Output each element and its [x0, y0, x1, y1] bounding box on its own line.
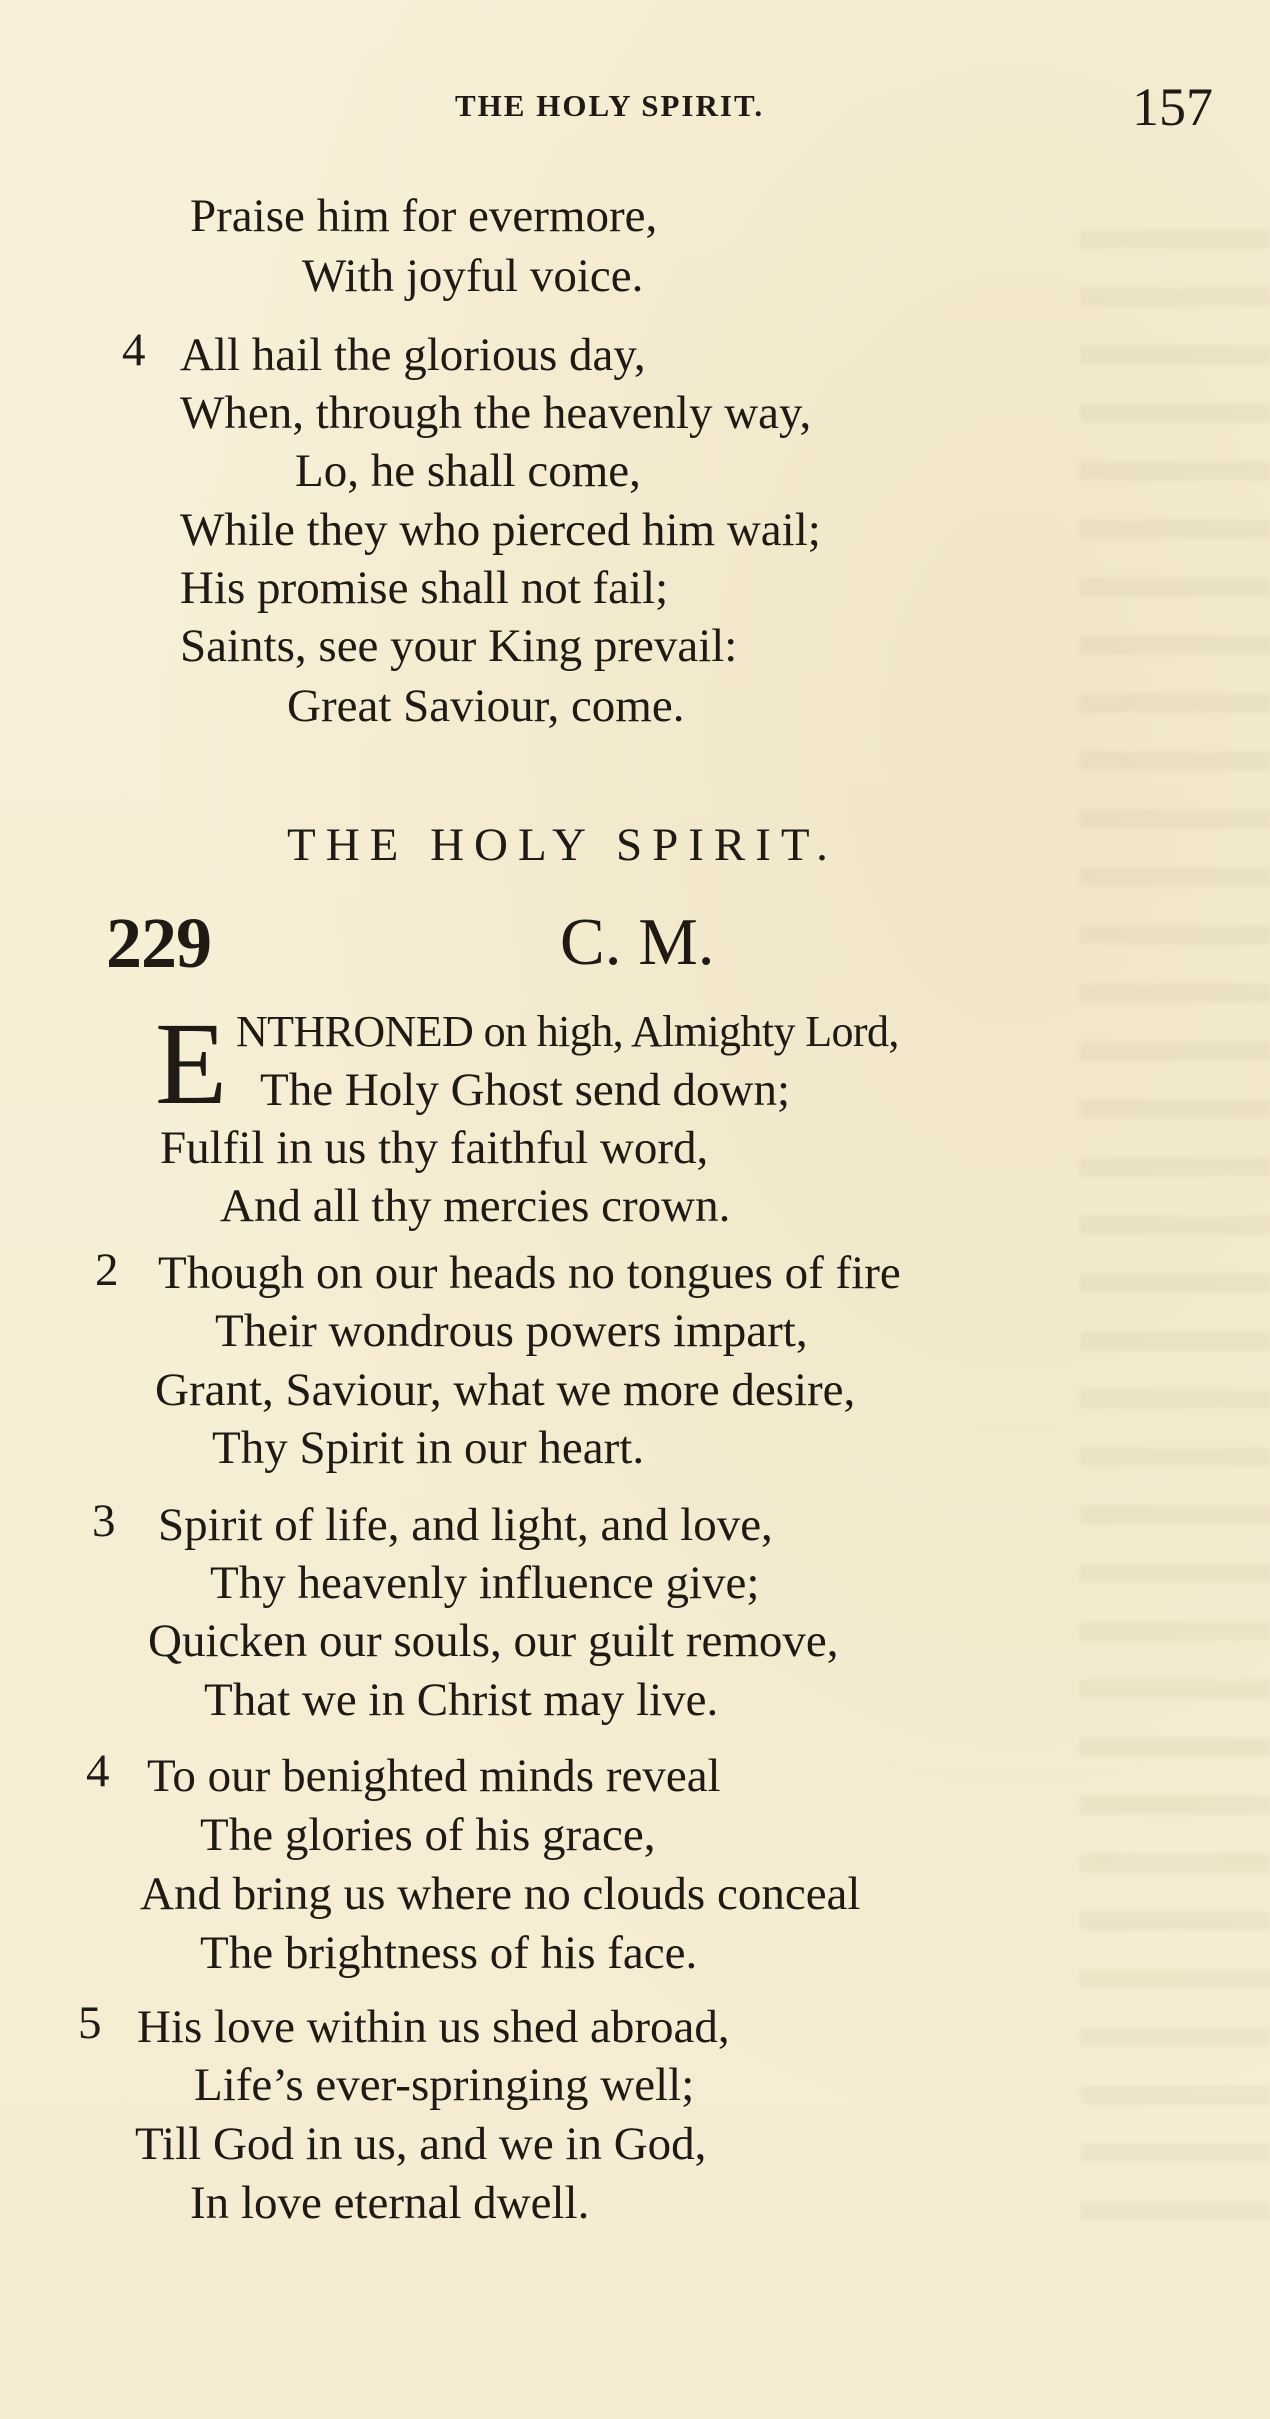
verse-line: That we in Christ may live. [204, 1674, 719, 1726]
verse-line: Lo, he shall come, [295, 445, 641, 497]
verse-line: The glories of his grace, [200, 1809, 656, 1861]
drop-cap: E [155, 998, 228, 1129]
verse-line: While they who pierced him wail; [180, 504, 821, 556]
page-number: 157 [1132, 77, 1213, 137]
verse-line: Grant, Saviour, what we more desire, [155, 1364, 856, 1416]
stanza-number: 2 [95, 1244, 119, 1296]
stanza-number: 3 [92, 1495, 116, 1547]
hymn-number: 229 [106, 903, 211, 983]
bleed-through-shadow [1080, 230, 1270, 2230]
verse-line: Spirit of life, and light, and love, [158, 1499, 773, 1551]
verse-line: And all thy mercies crown. [220, 1180, 731, 1232]
verse-line: The brightness of his face. [200, 1927, 698, 1979]
first-line: NTHRONED on high, Almighty Lord, [236, 1007, 899, 1056]
verse-line: Thy Spirit in our heart. [212, 1422, 645, 1474]
stanza-number: 5 [78, 1997, 102, 2049]
stanza-number: 4 [86, 1745, 110, 1797]
verse-line: Quicken our souls, our guilt remove, [148, 1615, 839, 1667]
verse-line: Great Saviour, come. [287, 680, 685, 732]
verse-line: To our benighted minds reveal [147, 1750, 721, 1802]
verse-line: Life’s ever-springing well; [194, 2059, 695, 2111]
verse-line: Saints, see your King prevail: [180, 620, 738, 672]
verse-line: Thy heavenly influence give; [210, 1557, 760, 1609]
section-heading: THE HOLY SPIRIT. [287, 819, 838, 871]
running-head: THE HOLY SPIRIT. [455, 88, 765, 123]
verse-line: All hail the glorious day, [180, 329, 646, 381]
hymn-meter: C. M. [560, 905, 715, 979]
verse-line: And bring us where no clouds conceal [140, 1868, 861, 1920]
verse-line: When, through the heavenly way, [180, 387, 812, 439]
verse-line: His love within us shed abroad, [137, 2001, 730, 2053]
continuation-line: With joyful voice. [302, 250, 644, 302]
stanza-number: 4 [122, 324, 146, 376]
verse-line: The Holy Ghost send down; [260, 1064, 791, 1116]
verse-line: Fulfil in us thy faithful word, [160, 1122, 709, 1174]
verse-line: In love eternal dwell. [190, 2177, 590, 2229]
verse-line: Till God in us, and we in God, [135, 2118, 707, 2170]
verse-line: His promise shall not fail; [180, 562, 669, 614]
continuation-line: Praise him for evermore, [190, 190, 658, 242]
verse-line: Though on our heads no tongues of fire [158, 1247, 901, 1299]
verse-line: Their wondrous powers impart, [215, 1305, 808, 1357]
